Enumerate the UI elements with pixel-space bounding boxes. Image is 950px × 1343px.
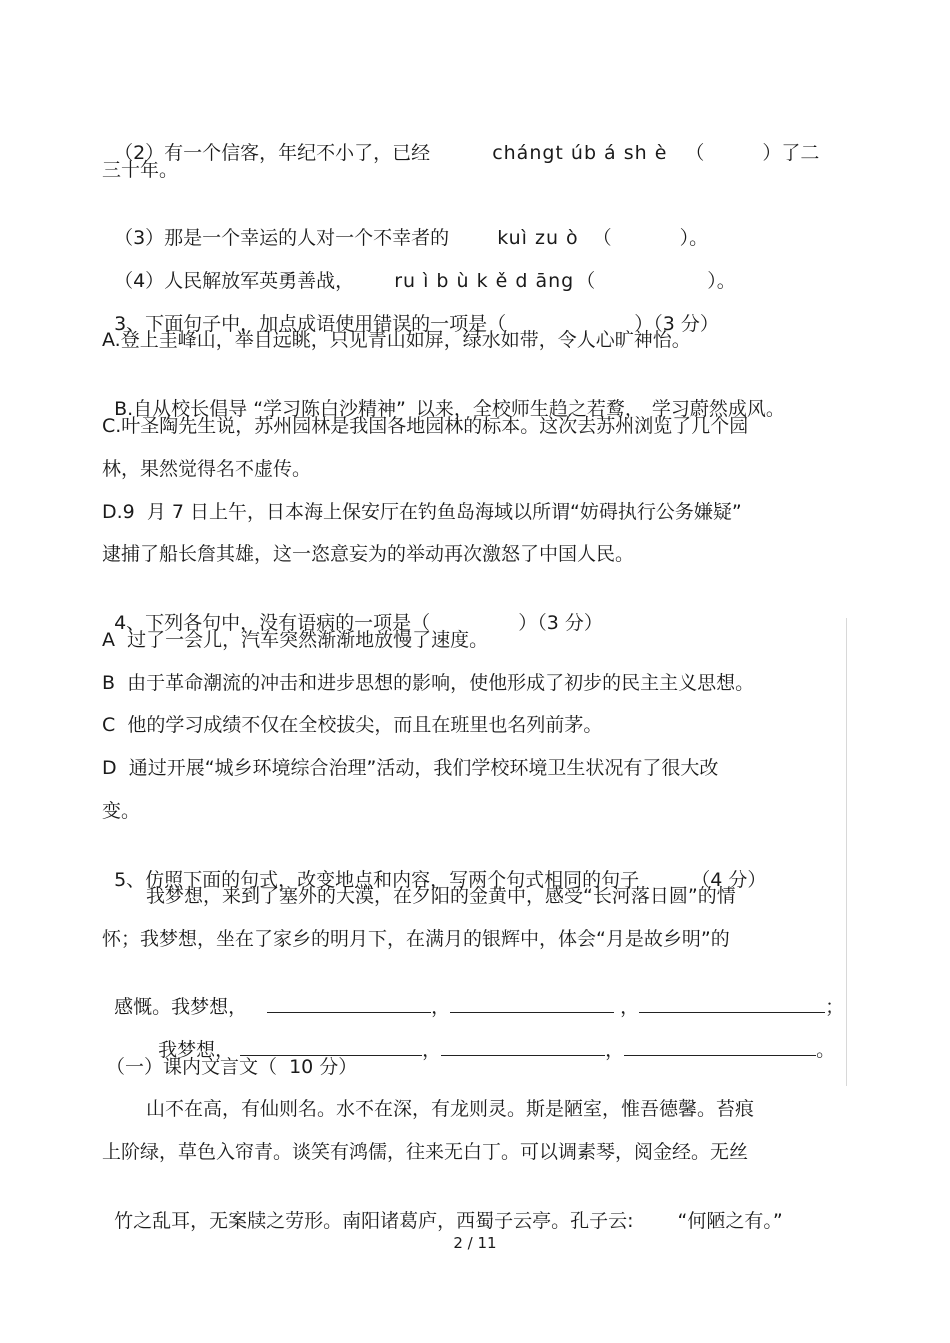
item-3-option-c: C.叶圣陶先生说，苏州园林是我国各地园林的标本。这次去苏州浏览了几个园 (102, 415, 749, 437)
classical-text-line-3 (102, 1182, 783, 1234)
q2-paren-open: （ (685, 142, 705, 164)
option-b-part3: 学习蔚然成风。 (651, 398, 785, 420)
item-5-example-2: 怀；我梦想，坐在了家乡的明月下，在满月的银辉中，体会“月是故乡明”的 (102, 928, 730, 950)
item-4-option-d: D 通过开展“城乡环境综合治理”活动，我们学校环境卫生状况有了很大改 (102, 757, 719, 779)
item-4-text: 4、下列各句中，没有语病的一项是（ (114, 612, 431, 634)
item-5-points: （4 分） (691, 869, 767, 891)
q3-pinyin: kuì zu ò (497, 227, 579, 249)
classical-text-line-2: 上阶绿，草色入帘青。谈笑有鸿儒，往来无白丁。可以调素琴，阅金经。无丝 (102, 1141, 749, 1163)
q4-text: （4）人民解放军英勇善战， (114, 270, 355, 292)
classical-quote: “何陋之有。” (677, 1210, 783, 1232)
period: 。 (816, 1039, 836, 1061)
q3-text: （3）那是一个幸运的人对一个不幸者的 (114, 227, 450, 249)
q2-pinyin: chángt úb á sh è (492, 142, 668, 164)
q4-paren-open: （ (576, 270, 596, 292)
item-5-example-1: 我梦想，来到了塞外的大漠，在夕阳的金黄中，感受“长河落日圆”的情 (146, 885, 736, 907)
option-b-part2: 以来，全校师生趋之若鹜， (415, 398, 644, 420)
question-2-line (102, 114, 819, 166)
classical-text-line-1: 山不在高，有仙则名。水不在深，有龙则灵。斯是陋室，惟吾德馨。苔痕 (146, 1098, 755, 1120)
option-b-part1: B.自从校长倡导 “学习陈白沙精神” (114, 398, 406, 420)
question-2-cont: 三十年。 (102, 159, 179, 181)
item-4-option-c: C 他的学习成绩不仅在全校拔尖，而且在班里也名列前茅。 (102, 714, 603, 736)
item-3-option-d: D.9 月 7 日上午，日本海上保安厅在钓鱼岛海域以所谓“妨碍执行公务嫌疑” (102, 501, 742, 523)
item-4-option-b: B 由于革命潮流的冲击和进步思想的影响，使他形成了初步的民主主义思想。 (102, 672, 755, 694)
item-3-option-a: A.登上圭峰山，举目远眺，只见青山如屏，绿水如带，令人心旷神怡。 (102, 329, 691, 351)
comma: ， (422, 1039, 442, 1061)
answer-prefix: 我梦想， (158, 1039, 235, 1061)
semicolon: ； (825, 996, 845, 1018)
item-3-option-c-cont: 林，果然觉得名不虚传。 (102, 458, 312, 480)
item-4-points: ）（3 分） (518, 612, 603, 634)
q2-paren-close: ）了二 (762, 142, 820, 164)
item-3-text: 3、下面句子中，加点成语使用错误的一项是（ (114, 313, 507, 335)
comma: ， (431, 996, 451, 1018)
q4-paren-close: ）。 (707, 270, 736, 292)
q4-pinyin: ru ì b ù k ě d āng (394, 270, 575, 292)
item-4-option-a: A 过了一会儿，汽车突然渐渐地放慢了速度。 (102, 629, 489, 651)
item-3-points: ）（3 分） (634, 313, 719, 335)
comma: ， (620, 996, 640, 1018)
item-3-option-d-cont: 逮捕了船长詹其雄，这一恣意妄为的举动再次激怒了中国人民。 (102, 543, 635, 565)
q3-paren-open: （ (592, 227, 612, 249)
item-5-text: 5、仿照下面的句式，改变地点和内容，写两个句式相同的句子 (114, 869, 640, 891)
comma: ， (605, 1039, 625, 1061)
answer-blank[interactable] (624, 1037, 816, 1056)
q2-text: （2）有一个信客，年纪不小了，已经 (114, 142, 431, 164)
answer-blank[interactable] (441, 1037, 605, 1056)
section-heading: （一）课内文言文（ 10 分） (106, 1056, 358, 1078)
classical-text-part: 竹之乱耳，无案牍之劳形。南阳诸葛庐，西蜀子云亭。孔子云: (114, 1210, 634, 1232)
margin-divider (846, 618, 847, 1086)
example-3-text: 感慨。我梦想， (114, 996, 248, 1018)
item-4-option-d-cont: 变。 (102, 800, 141, 822)
q3-paren-close: ）。 (679, 227, 709, 249)
page-number: 2 / 11 (453, 1234, 497, 1252)
